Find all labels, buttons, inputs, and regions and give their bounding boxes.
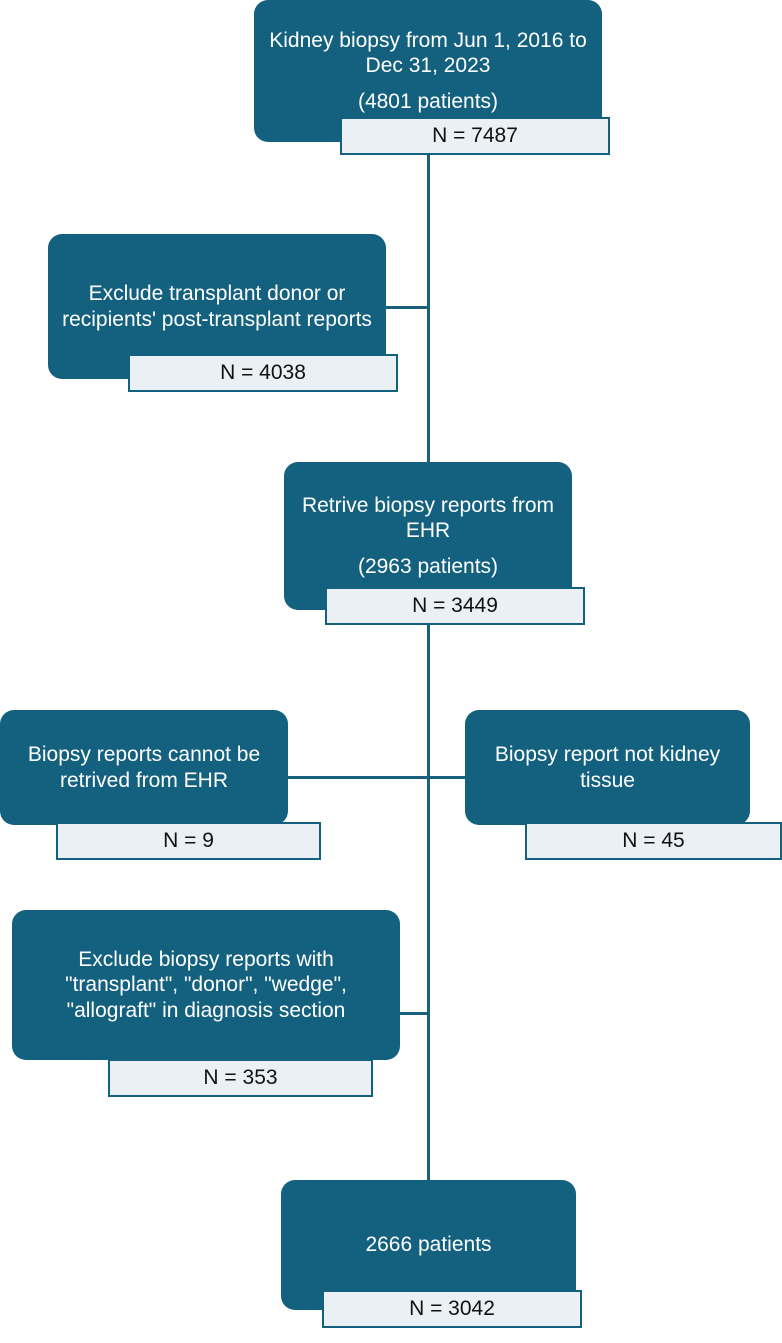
connector-branch-cannot-retrieve [288, 776, 430, 779]
node-retrieve-ehr-title: Retrive biopsy reports from EHR [301, 493, 555, 543]
node-exclude-keywords [12, 910, 400, 1060]
node-exclude-transplant-title: Exclude transplant donor or recipients' post-transplant reports [62, 281, 372, 331]
node-not-kidney [465, 710, 750, 825]
node-retrieve-ehr-subtitle: (2963 patients) [357, 554, 499, 578]
count-box-retrieve-ehr: N = 3449 [325, 587, 585, 625]
count-box-exclude-transplant: N = 4038 [128, 354, 398, 392]
connector-branch-exclude-keywords [396, 1012, 430, 1015]
node-final-title: 2666 patients [365, 1233, 492, 1257]
node-source-title: Kidney biopsy from Jun 1, 2016 to Dec 31, 2023 [269, 28, 587, 78]
node-source-subtitle: (4801 patients) [357, 89, 499, 113]
count-box-not-kidney: N = 45 [525, 822, 782, 860]
connector-branch-not-kidney [427, 776, 467, 779]
count-box-source: N = 7487 [340, 117, 610, 155]
node-cannot-retrieve-title: Biopsy reports cannot be retrived from EHR [27, 742, 261, 792]
connector-retrieve-to-final [427, 600, 430, 1202]
node-cannot-retrieve [0, 710, 288, 825]
node-not-kidney-title: Biopsy report not kidney tissue [494, 742, 721, 792]
connector-branch-exclude-transplant [383, 306, 430, 309]
count-box-final: N = 3042 [322, 1290, 582, 1328]
connector-source-to-retrieve [427, 130, 430, 478]
node-exclude-keywords-title: Exclude biopsy reports with "transplant", "donor", "wedge", "allograft" in diagnosis section [65, 947, 347, 1022]
count-box-cannot-retrieve: N = 9 [56, 822, 321, 860]
count-box-exclude-keywords: N = 353 [108, 1059, 373, 1097]
